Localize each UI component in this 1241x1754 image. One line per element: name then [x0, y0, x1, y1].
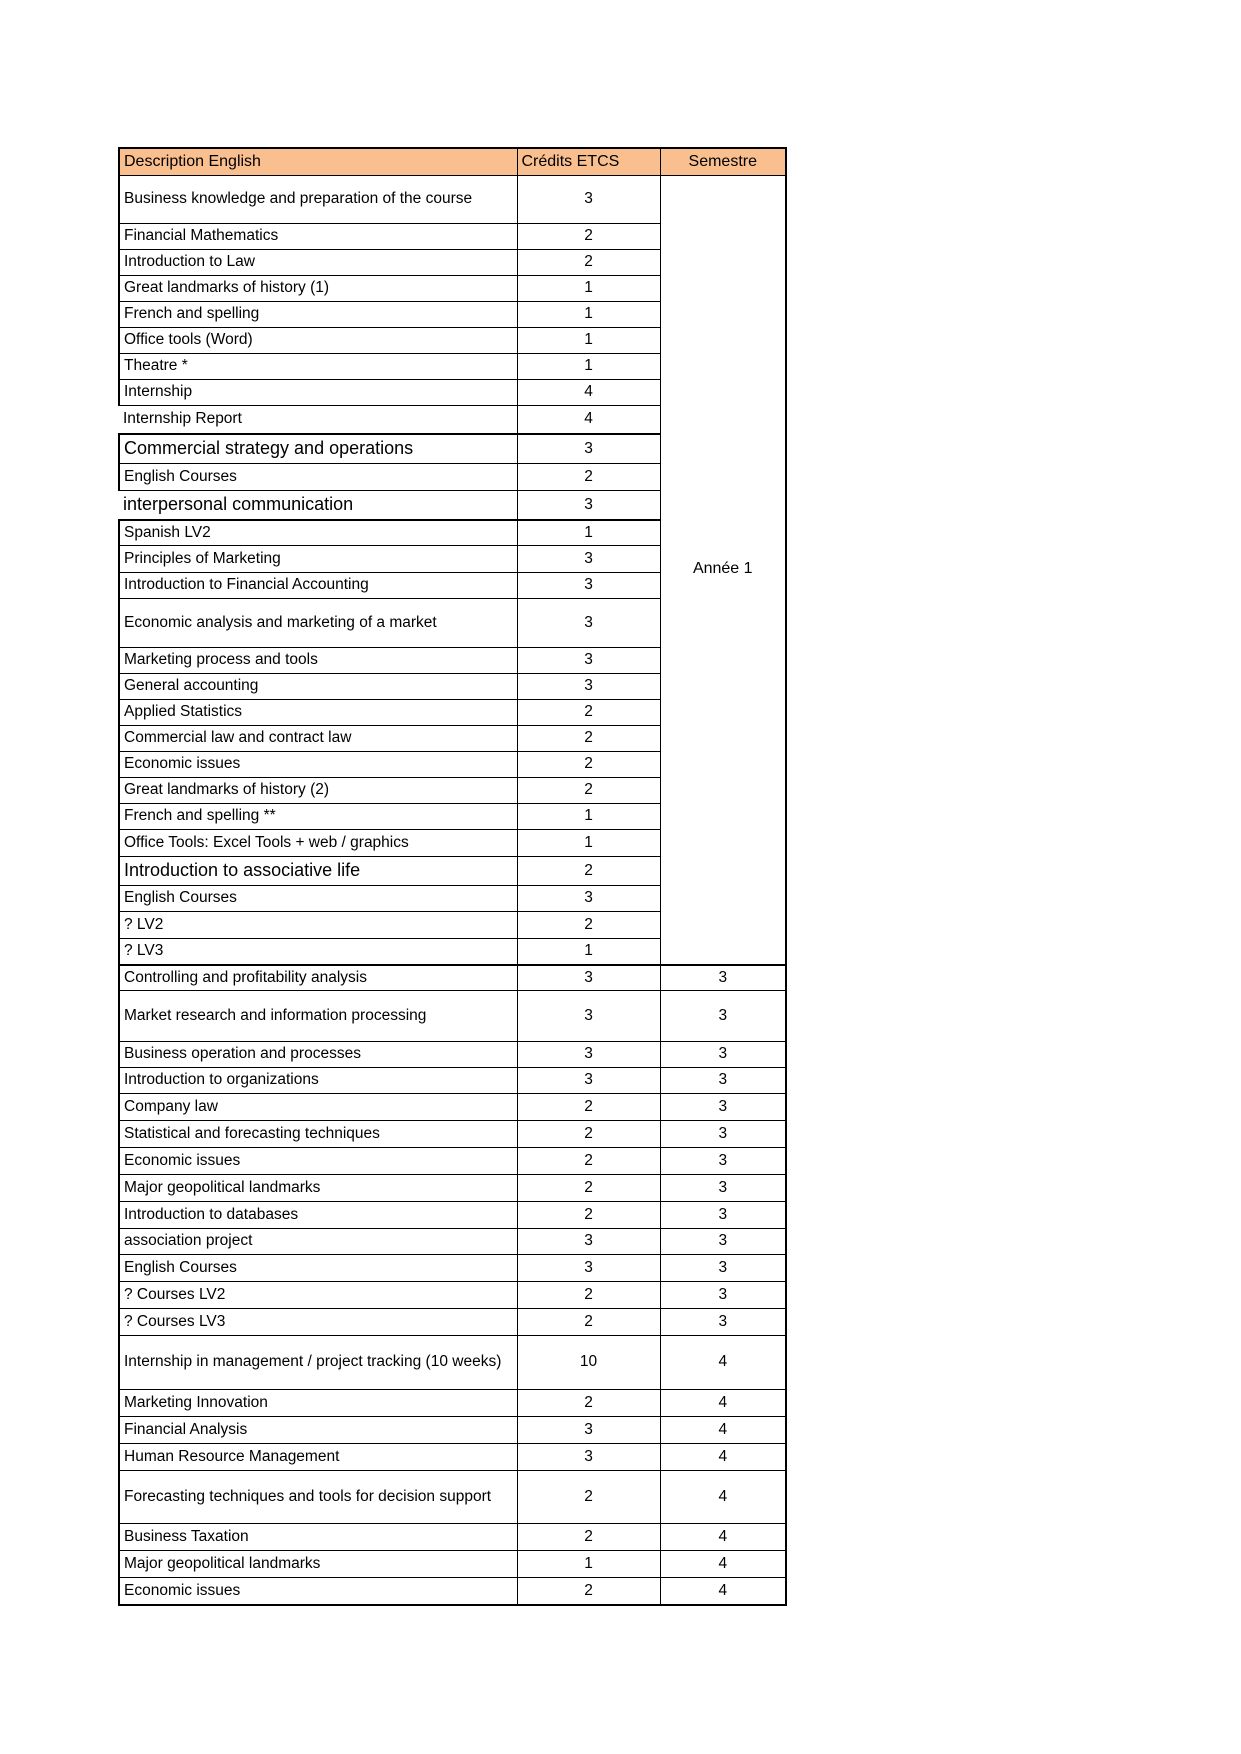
description-cell: English Courses — [119, 464, 517, 491]
credits-cell: 2 — [517, 1282, 660, 1309]
credits-cell: 3 — [517, 1444, 660, 1471]
spreadsheet-page — [118, 147, 787, 1606]
credits-cell: 2 — [517, 726, 660, 752]
table-row — [119, 1336, 786, 1390]
credits-cell: 1 — [517, 276, 660, 302]
semester-cell: 4 — [660, 1578, 786, 1605]
credits-cell: 2 — [517, 1524, 660, 1551]
credits-cell: 10 — [517, 1336, 660, 1390]
credits-cell: 3 — [517, 546, 660, 573]
description-cell: French and spelling — [119, 302, 517, 328]
credits-cell: 3 — [517, 434, 660, 464]
credits-cell: 3 — [517, 573, 660, 599]
credits-cell: 3 — [517, 176, 660, 224]
description-cell: Company law — [119, 1094, 517, 1121]
semester-cell: 3 — [660, 1202, 786, 1229]
credits-cell: 2 — [517, 912, 660, 939]
semester-cell: 4 — [660, 1551, 786, 1578]
table-row — [119, 1068, 786, 1094]
table-row — [119, 176, 786, 224]
credits-cell: 1 — [517, 939, 660, 965]
description-cell: Economic analysis and marketing of a market — [119, 599, 517, 648]
credits-cell: 2 — [517, 752, 660, 778]
table-row — [119, 1094, 786, 1121]
description-cell: Human Resource Management — [119, 1444, 517, 1471]
description-cell: Office tools (Word) — [119, 328, 517, 354]
credits-cell: 2 — [517, 1121, 660, 1148]
table-body — [119, 176, 786, 1605]
description-cell: English Courses — [119, 1255, 517, 1282]
table-row — [119, 1148, 786, 1175]
table-row — [119, 1524, 786, 1551]
credits-cell: 3 — [517, 491, 660, 520]
credits-cell: 2 — [517, 700, 660, 726]
description-cell: Economic issues — [119, 1148, 517, 1175]
table-row — [119, 1255, 786, 1282]
table-row — [119, 965, 786, 991]
credits-cell: 2 — [517, 1175, 660, 1202]
description-cell: Controlling and profitability analysis — [119, 965, 517, 991]
description-cell: Major geopolitical landmarks — [119, 1175, 517, 1202]
credits-cell: 1 — [517, 830, 660, 857]
description-cell: Introduction to organizations — [119, 1068, 517, 1094]
course-table — [118, 147, 787, 1606]
credits-cell: 2 — [517, 464, 660, 491]
description-cell: Theatre * — [119, 354, 517, 380]
description-cell: interpersonal communication — [119, 491, 517, 520]
year-merged-cell: Année 1 — [660, 176, 786, 965]
description-cell: Marketing Innovation — [119, 1390, 517, 1417]
description-cell: Office Tools: Excel Tools + web / graphics — [119, 830, 517, 857]
semester-cell: 3 — [660, 1094, 786, 1121]
semester-cell: 3 — [660, 1042, 786, 1068]
semester-cell: 3 — [660, 1229, 786, 1255]
description-cell: Internship Report — [119, 406, 517, 434]
description-cell: Business knowledge and preparation of the course — [119, 176, 517, 224]
description-cell: Financial Mathematics — [119, 224, 517, 250]
credits-cell: 2 — [517, 250, 660, 276]
credits-cell: 1 — [517, 520, 660, 546]
description-cell: Economic issues — [119, 752, 517, 778]
table-row — [119, 1390, 786, 1417]
semester-cell: 3 — [660, 1121, 786, 1148]
description-cell: Great landmarks of history (1) — [119, 276, 517, 302]
semester-cell: 3 — [660, 1068, 786, 1094]
description-cell: Great landmarks of history (2) — [119, 778, 517, 804]
table-row — [119, 1121, 786, 1148]
credits-cell: 3 — [517, 599, 660, 648]
semester-cell: 4 — [660, 1390, 786, 1417]
credits-cell: 1 — [517, 804, 660, 830]
semester-cell: 3 — [660, 1309, 786, 1336]
credits-cell: 2 — [517, 1390, 660, 1417]
description-cell: Forecasting techniques and tools for decision support — [119, 1471, 517, 1524]
description-cell: Major geopolitical landmarks — [119, 1551, 517, 1578]
credits-cell: 3 — [517, 886, 660, 912]
semester-cell: 3 — [660, 1175, 786, 1202]
table-row — [119, 1551, 786, 1578]
description-cell: Financial Analysis — [119, 1417, 517, 1444]
semester-cell: 4 — [660, 1471, 786, 1524]
credits-cell: 3 — [517, 674, 660, 700]
table-row — [119, 1309, 786, 1336]
description-cell: Introduction to Law — [119, 250, 517, 276]
table-row — [119, 1175, 786, 1202]
credits-cell: 3 — [517, 648, 660, 674]
credits-cell: 3 — [517, 1255, 660, 1282]
credits-cell: 4 — [517, 406, 660, 434]
description-cell: ? LV3 — [119, 939, 517, 965]
table-row — [119, 1444, 786, 1471]
header-description: Description English — [119, 148, 517, 176]
credits-cell: 2 — [517, 1309, 660, 1336]
description-cell: Business operation and processes — [119, 1042, 517, 1068]
credits-cell: 2 — [517, 224, 660, 250]
description-cell: Introduction to associative life — [119, 857, 517, 886]
semester-cell: 4 — [660, 1524, 786, 1551]
table-row — [119, 991, 786, 1042]
semester-cell: 4 — [660, 1417, 786, 1444]
table-row — [119, 1417, 786, 1444]
semester-cell: 4 — [660, 1444, 786, 1471]
credits-cell: 3 — [517, 965, 660, 991]
semester-cell: 3 — [660, 991, 786, 1042]
description-cell: General accounting — [119, 674, 517, 700]
description-cell: ? LV2 — [119, 912, 517, 939]
credits-cell: 1 — [517, 328, 660, 354]
description-cell: Principles of Marketing — [119, 546, 517, 573]
description-cell: ? Courses LV2 — [119, 1282, 517, 1309]
description-cell: English Courses — [119, 886, 517, 912]
credits-cell: 1 — [517, 302, 660, 328]
description-cell: Marketing process and tools — [119, 648, 517, 674]
description-cell: Market research and information processing — [119, 991, 517, 1042]
table-row — [119, 1202, 786, 1229]
credits-cell: 4 — [517, 380, 660, 406]
description-cell: Introduction to Financial Accounting — [119, 573, 517, 599]
credits-cell: 3 — [517, 1042, 660, 1068]
credits-cell: 2 — [517, 1148, 660, 1175]
credits-cell: 1 — [517, 1551, 660, 1578]
table-row — [119, 1282, 786, 1309]
semester-cell: 3 — [660, 1148, 786, 1175]
semester-cell: 4 — [660, 1336, 786, 1390]
description-cell: Applied Statistics — [119, 700, 517, 726]
semester-cell: 3 — [660, 1255, 786, 1282]
credits-cell: 3 — [517, 991, 660, 1042]
description-cell: ? Courses LV3 — [119, 1309, 517, 1336]
table-row — [119, 1578, 786, 1605]
credits-cell: 3 — [517, 1068, 660, 1094]
credits-cell: 3 — [517, 1229, 660, 1255]
description-cell: Statistical and forecasting techniques — [119, 1121, 517, 1148]
credits-cell: 3 — [517, 1417, 660, 1444]
description-cell: Business Taxation — [119, 1524, 517, 1551]
description-cell: Commercial law and contract law — [119, 726, 517, 752]
description-cell: Internship in management / project tracking (10 weeks) — [119, 1336, 517, 1390]
description-cell: Internship — [119, 380, 517, 406]
credits-cell: 2 — [517, 1094, 660, 1121]
credits-cell: 2 — [517, 1578, 660, 1605]
table-row — [119, 1042, 786, 1068]
credits-cell: 1 — [517, 354, 660, 380]
description-cell: Commercial strategy and operations — [119, 434, 517, 464]
credits-cell: 2 — [517, 778, 660, 804]
credits-cell: 2 — [517, 1471, 660, 1524]
semester-cell: 3 — [660, 1282, 786, 1309]
credits-cell: 2 — [517, 1202, 660, 1229]
description-cell: Spanish LV2 — [119, 520, 517, 546]
description-cell: French and spelling ** — [119, 804, 517, 830]
description-cell: association project — [119, 1229, 517, 1255]
description-cell: Economic issues — [119, 1578, 517, 1605]
table-header-row — [119, 148, 786, 176]
credits-cell: 2 — [517, 857, 660, 886]
table-row — [119, 1229, 786, 1255]
header-semester: Semestre — [660, 148, 786, 176]
semester-cell: 3 — [660, 965, 786, 991]
table-row — [119, 1471, 786, 1524]
header-credits: Crédits ETCS — [517, 148, 660, 176]
description-cell: Introduction to databases — [119, 1202, 517, 1229]
